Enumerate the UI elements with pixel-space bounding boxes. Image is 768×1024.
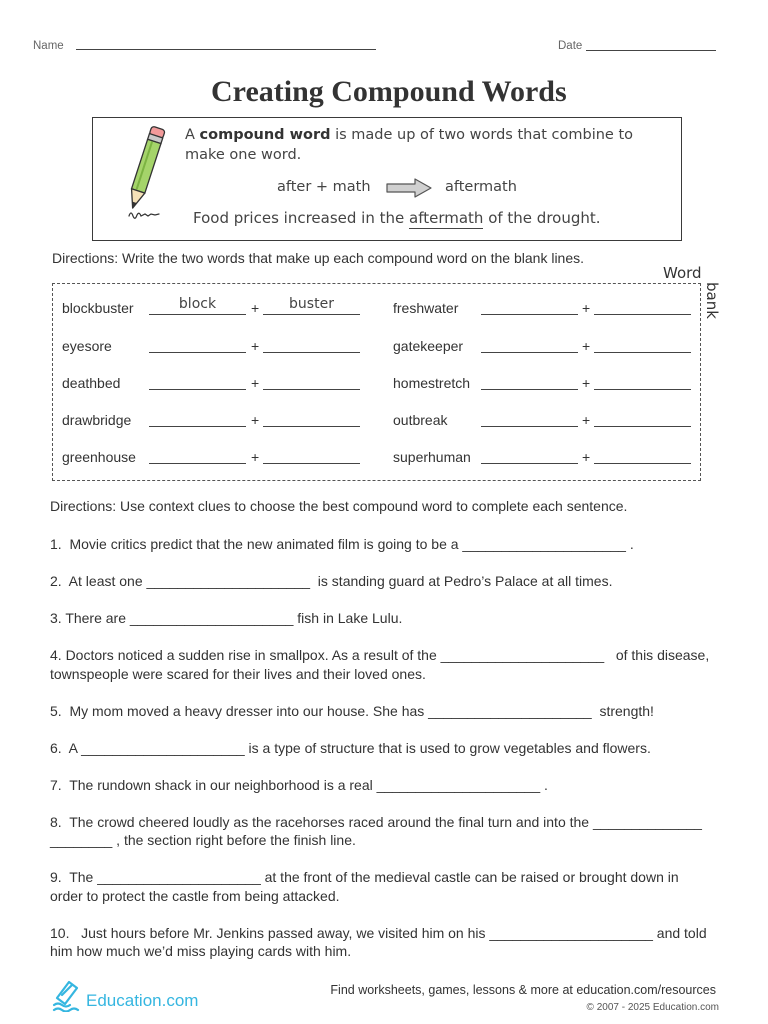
definition-rest: is made up of two words that combine to bbox=[330, 127, 633, 143]
answer-blank[interactable] bbox=[149, 448, 246, 464]
word-bank-label: Word bbox=[663, 264, 702, 282]
sentence-line: 1. Movie critics predict that the new animated film is going to be a _____________________ . bbox=[50, 536, 634, 552]
word-bank-row bbox=[0, 374, 768, 392]
word-bank-row bbox=[0, 337, 768, 355]
definition-text-line2: make one word. bbox=[185, 147, 302, 163]
example-sentence-start: Food prices increased in the bbox=[193, 209, 409, 227]
sentence-5 bbox=[50, 702, 709, 721]
answer-blank[interactable] bbox=[594, 374, 691, 390]
answer-blank[interactable] bbox=[481, 299, 578, 315]
plus-sign: + bbox=[251, 338, 260, 354]
date-label: Date bbox=[558, 40, 583, 52]
education-logo-icon[interactable] bbox=[51, 978, 83, 1012]
answer-blank[interactable] bbox=[263, 337, 360, 353]
sentence-2 bbox=[50, 572, 709, 591]
answer-blank[interactable] bbox=[263, 374, 360, 390]
sentence-3 bbox=[50, 609, 709, 628]
plus-sign: + bbox=[251, 375, 260, 391]
handwritten-answer: buster bbox=[289, 296, 334, 312]
directions-context-clues: Directions: Use context clues to choose the best compound word to complete each sentence. bbox=[50, 498, 628, 514]
sentence-line: 3. There are _____________________ fish in Lake Lulu. bbox=[50, 610, 403, 626]
sentence-4 bbox=[50, 646, 709, 683]
answer-blank[interactable] bbox=[594, 411, 691, 427]
date-field[interactable] bbox=[586, 50, 716, 51]
plus-sign: + bbox=[582, 375, 591, 391]
page-title: Creating Compound Words bbox=[211, 75, 567, 108]
sentence-line: him how much we’d miss playing cards with him. bbox=[50, 943, 352, 959]
answer-blank[interactable] bbox=[263, 411, 360, 427]
handwritten-answer: block bbox=[178, 296, 217, 312]
example-parts: after + math bbox=[277, 179, 371, 195]
sentence-9 bbox=[50, 868, 709, 905]
sentence-7 bbox=[50, 776, 709, 795]
directions-word-bank: Directions: Write the two words that make up each compound word on the blank lines. bbox=[52, 250, 585, 266]
word-bank-word: gatekeeper bbox=[393, 338, 464, 354]
answer-blank[interactable] bbox=[481, 374, 578, 390]
definition-term: compound word bbox=[199, 127, 331, 143]
answer-blank[interactable] bbox=[263, 448, 360, 464]
sentence-line: ________ , the section right before the finish line. bbox=[50, 832, 356, 848]
answer-blank[interactable] bbox=[481, 448, 578, 464]
answer-blank[interactable] bbox=[149, 296, 246, 315]
word-bank-word: superhuman bbox=[393, 449, 471, 465]
definition-text bbox=[185, 126, 633, 144]
word-bank-row bbox=[0, 411, 768, 429]
plus-sign: + bbox=[582, 449, 591, 465]
example-sentence-end: of the drought. bbox=[483, 209, 601, 227]
word-bank-word: drawbridge bbox=[62, 412, 132, 428]
sentence-line: 4. Doctors noticed a sudden rise in smallpox. As a result of the _____________________ of this disease, bbox=[50, 647, 710, 663]
copyright-notice: © 2007 - 2025 Education.com bbox=[586, 1002, 719, 1013]
answer-blank[interactable] bbox=[594, 337, 691, 353]
word-bank-word: deathbed bbox=[62, 375, 121, 391]
sentence-list bbox=[50, 535, 709, 979]
word-bank-word: freshwater bbox=[393, 300, 459, 316]
answer-blank[interactable] bbox=[149, 411, 246, 427]
answer-blank[interactable] bbox=[263, 296, 360, 315]
name-field[interactable] bbox=[76, 49, 376, 50]
plus-sign: + bbox=[582, 412, 591, 428]
sentence-line: 8. The crowd cheered loudly as the racehorses raced around the final turn and into the ______________ bbox=[50, 813, 702, 830]
sentence-line: order to protect the castle from being attacked. bbox=[50, 887, 340, 904]
word-bank-word: eyesore bbox=[62, 338, 112, 354]
word-bank-word: blockbuster bbox=[62, 300, 134, 316]
example-result: aftermath bbox=[445, 179, 517, 195]
sentence-line: 5. My mom moved a heavy dresser into our house. She has _____________________ strength! bbox=[50, 702, 654, 719]
definition-article: A bbox=[185, 127, 200, 143]
plus-sign: + bbox=[251, 449, 260, 465]
sentence-10 bbox=[50, 924, 709, 961]
answer-blank[interactable] bbox=[594, 448, 691, 464]
pencil-icon bbox=[113, 124, 173, 224]
sentence-line: 7. The rundown shack in our neighborhood is a real _____________________ . bbox=[50, 776, 548, 793]
right-arrow-icon bbox=[385, 177, 433, 199]
plus-sign: + bbox=[582, 338, 591, 354]
sentence-6 bbox=[50, 739, 709, 758]
answer-blank[interactable] bbox=[481, 337, 578, 353]
sentence-line: 10. Just hours before Mr. Jenkins passed away, we visited him on his _____________________ and told bbox=[50, 924, 707, 941]
logo-text[interactable]: Education.com bbox=[86, 991, 199, 1010]
answer-blank[interactable] bbox=[594, 299, 691, 315]
answer-blank[interactable] bbox=[149, 374, 246, 390]
answer-blank[interactable] bbox=[149, 337, 246, 353]
sentence-line: 2. At least one _____________________ is standing guard at Pedro’s Palace at all times. bbox=[50, 573, 613, 589]
sentence-line: townspeople were scared for their lives and their loved ones. bbox=[50, 665, 426, 682]
plus-sign: + bbox=[251, 412, 260, 428]
sentence-1 bbox=[50, 535, 709, 554]
answer-blank[interactable] bbox=[481, 411, 578, 427]
sentence-8 bbox=[50, 813, 709, 850]
footer-tagline: Find worksheets, games, lessons & more at education.com/resources bbox=[330, 983, 716, 997]
word-bank-row bbox=[0, 448, 768, 466]
word-bank-word: homestretch bbox=[393, 375, 471, 391]
word-bank-word: greenhouse bbox=[62, 449, 136, 465]
word-bank-label-side: bank bbox=[703, 282, 721, 319]
plus-sign: + bbox=[251, 300, 260, 316]
sentence-line: 6. A _____________________ is a type of structure that is used to grow vegetables and flowers. bbox=[50, 739, 651, 756]
example-sentence-highlight: aftermath bbox=[409, 209, 484, 227]
sentence-line: 9. The _____________________ at the front of the medieval castle can be raised or brought down in bbox=[50, 869, 679, 885]
example-sentence bbox=[193, 209, 601, 227]
name-label: Name bbox=[33, 40, 64, 52]
word-bank-word: outbreak bbox=[393, 412, 448, 428]
plus-sign: + bbox=[582, 300, 591, 316]
